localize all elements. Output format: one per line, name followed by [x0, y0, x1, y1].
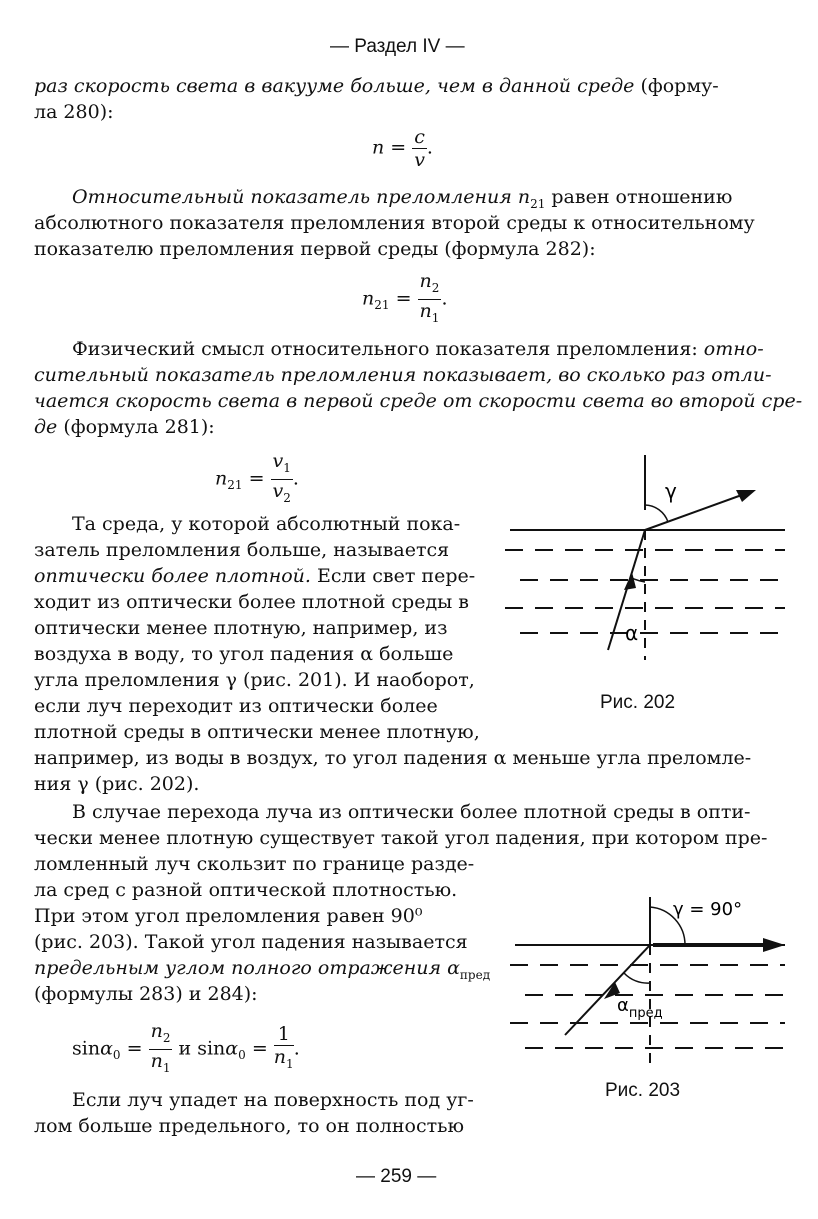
closing-line-1: Если луч упадет на поверхность под уг- — [72, 1089, 474, 1111]
formula-281-end: . — [292, 467, 299, 490]
formula-283-num-1 — [149, 1020, 173, 1050]
dense-line-5: оптически менее плотную, например, из — [34, 617, 448, 639]
formula-280 — [372, 126, 433, 171]
intro-line-1 — [34, 74, 719, 98]
formula-281-eq: = — [242, 467, 265, 490]
fig203-alpha-sub: пред — [628, 1006, 663, 1021]
formula-280-end: . — [426, 136, 433, 159]
total-line-8: (формулы 283) и 284): — [34, 983, 258, 1005]
formula-282-eq: = — [389, 287, 412, 310]
formula-281-lhs: n — [215, 467, 228, 490]
formula-281-num-sub: 1 — [283, 460, 291, 475]
page-header: — Раздел IV — — [330, 36, 465, 57]
total-line-3: ломленный луч скользит по границе разде- — [34, 853, 475, 875]
formula-283-eq-1: = — [120, 1037, 143, 1060]
relative-tail: равен отношению — [545, 186, 733, 208]
formula-283-den-1 — [149, 1050, 173, 1079]
dense-line-11: ния γ (рис. 202). — [34, 773, 200, 795]
fig202-caption: Рис. 202 — [600, 692, 676, 713]
dense-line-10: например, из воды в воздух, то угол падения α меньше угла преломле- — [34, 747, 752, 769]
dense-line-6: воздуха в воду, то угол падения α больше — [34, 643, 454, 665]
formula-283 — [72, 1020, 300, 1079]
fig203-incident-ray — [565, 945, 650, 1035]
relative-sym: n — [517, 186, 531, 208]
figure-203 — [505, 885, 790, 1070]
formula-281-num — [271, 450, 293, 480]
formula-283-eq-2: = — [245, 1037, 268, 1060]
formula-280-num: c — [414, 126, 425, 148]
formula-283-num1-sub: 2 — [162, 1030, 171, 1045]
dense-line-3 — [34, 564, 475, 588]
formula-282-num-sub: 2 — [431, 280, 440, 295]
dense-italic: оптически более плотной. — [34, 565, 311, 587]
formula-283-frac-1 — [149, 1020, 173, 1079]
fig203-alpha-sym: α — [617, 995, 629, 1016]
physical-italic-4: де — [34, 416, 58, 438]
formula-283-den1-var: n — [150, 1049, 163, 1072]
formula-281 — [215, 450, 299, 509]
total-sub: пред — [459, 967, 491, 982]
formula-280-den: v — [414, 149, 425, 171]
dense-tail: Если свет пере- — [310, 565, 476, 587]
formula-283-den-2 — [274, 1046, 294, 1075]
total-line-2: чески менее плотную существует такой угол падения, при котором пре- — [34, 827, 768, 849]
formula-281-den-var: v — [272, 479, 284, 502]
fig202-alpha: α — [625, 621, 639, 645]
fig202-refracted-arrow — [736, 490, 756, 502]
formula-283-den2-var: n — [273, 1046, 287, 1069]
intro-line-2: ла 280): — [34, 101, 114, 123]
physical-text: Физический смысл относительного показателя преломления: — [72, 338, 704, 360]
physical-tail: (формула 281): — [57, 416, 215, 438]
formula-283-alpha-2: α — [225, 1037, 239, 1060]
page-number: — 259 — — [356, 1166, 437, 1187]
formula-282-frac — [418, 270, 442, 329]
formula-283-sin-1: sin — [72, 1037, 101, 1060]
formula-283-sub-2: 0 — [238, 1048, 246, 1063]
formula-282-lhs-sub: 21 — [374, 298, 390, 313]
dense-line-1: Та среда, у которой абсолютный пока- — [72, 513, 461, 535]
formula-282-num-var: n — [419, 270, 432, 292]
physical-line-2: сительный показатель преломления показывает, во сколько раз отли- — [34, 364, 772, 386]
dense-line-4: ходит из оптически более плотной среды в — [34, 591, 470, 613]
total-sym: α — [447, 957, 460, 979]
formula-283-frac-2 — [274, 1023, 294, 1075]
formula-283-and: и — [172, 1037, 198, 1060]
formula-283-sin-2: sin — [197, 1037, 226, 1060]
formula-283-den1-sub: 1 — [162, 1060, 171, 1075]
formula-282 — [362, 270, 447, 329]
formula-282-end: . — [441, 287, 448, 310]
total-line-6: (рис. 203). Такой угол падения называется — [34, 931, 468, 953]
formula-281-den — [271, 480, 293, 509]
intro-tail: (форму- — [634, 75, 719, 97]
formula-283-den2-sub: 1 — [286, 1057, 294, 1072]
physical-line-3: чается скорость света в первой среде от скорости света во второй сре- — [34, 390, 803, 412]
formula-282-num — [418, 270, 442, 300]
formula-280-frac — [412, 126, 427, 171]
fig203-grazing-arrow — [763, 938, 785, 952]
formula-281-den-sub: 2 — [283, 490, 291, 505]
fig203-gamma: γ = 90° — [673, 899, 743, 920]
intro-italic: раз скорость света в вакууме больше, чем в данной среде — [34, 75, 635, 97]
formula-283-sub-1: 0 — [112, 1048, 121, 1063]
dense-line-7: угла преломления γ (рис. 201). И наоборот, — [34, 669, 475, 691]
formula-283-end: . — [293, 1037, 300, 1060]
physical-line-4 — [34, 415, 215, 439]
formula-281-lhs-sub: 21 — [227, 478, 243, 493]
formula-282-lhs: n — [362, 287, 375, 310]
formula-281-num-var: v — [272, 450, 284, 472]
formula-283-num-2: 1 — [274, 1023, 294, 1046]
total-line-1: В случае перехода луча из оптически более плотной среды в опти- — [72, 801, 751, 823]
formula-283-alpha-1: α — [100, 1037, 113, 1060]
total-italic: предельным углом полного отражения — [34, 957, 448, 979]
dense-line-9: плотной среды в оптически менее плотную, — [34, 721, 480, 743]
relative-italic: Относительный показатель преломления — [72, 186, 518, 208]
fig202-gamma-arc — [645, 505, 668, 522]
relative-line-2: абсолютного показателя преломления второй среды к относительному — [34, 212, 755, 234]
formula-280-lhs: n = — [372, 136, 407, 159]
formula-282-den — [418, 300, 442, 329]
relative-sub: 21 — [530, 196, 546, 211]
formula-281-frac — [271, 450, 293, 509]
fig202-gamma: γ — [665, 479, 677, 503]
dense-line-2: затель преломления больше, называется — [34, 539, 450, 561]
formula-282-den-sub: 1 — [431, 310, 440, 325]
fig203-alpha-arc — [624, 973, 650, 983]
total-line-5: При этом угол преломления равен 90⁰ — [34, 905, 423, 927]
fig203-caption: Рис. 203 — [605, 1080, 681, 1101]
formula-283-num1-var: n — [150, 1020, 163, 1042]
figure-202 — [500, 450, 790, 670]
physical-italic-1: отно- — [703, 338, 764, 360]
formula-282-den-var: n — [419, 299, 432, 322]
relative-line-3: показателю преломления первой среды (формула 282): — [34, 238, 596, 260]
closing-line-2: лом больше предельного, то он полностью — [34, 1115, 465, 1137]
physical-line-1 — [72, 337, 764, 361]
total-line-4: ла сред с разной оптической плотностью. — [34, 879, 458, 901]
fig203-alpha — [617, 995, 663, 1021]
dense-line-8: если луч переходит из оптически более — [34, 695, 438, 717]
